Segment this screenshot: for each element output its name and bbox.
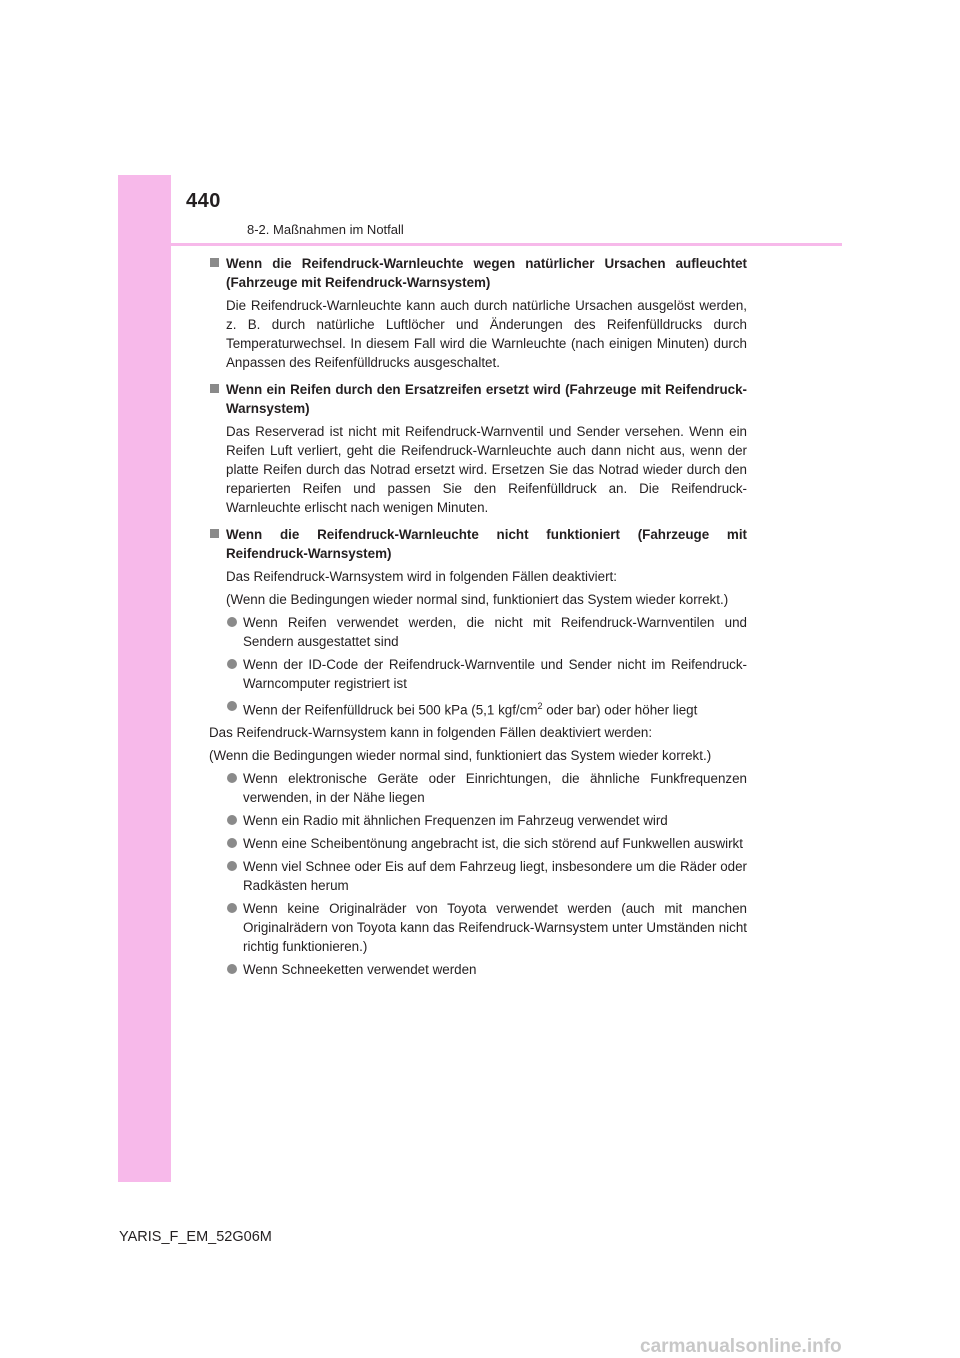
section-title: 8-2. Maßnahmen im Notfall bbox=[247, 222, 404, 237]
round-bullet-icon bbox=[227, 964, 237, 974]
square-bullet-icon bbox=[210, 529, 219, 538]
section-heading: Wenn die Reifendruck-Warnleuchte wegen natürlicher Ursachen aufleuchtet (Fahrzeuge mit Reifendruck-Warnsystem) bbox=[209, 254, 747, 292]
list-item: Wenn Schneeketten verwendet werden bbox=[209, 960, 747, 979]
list-item: Wenn elektronische Geräte oder Einrichtungen, die ähnliche Funkfrequenzen verwenden, in der Nähe liegen bbox=[209, 769, 747, 807]
round-bullet-icon bbox=[227, 815, 237, 825]
intro-note: (Wenn die Bedingungen wieder normal sind, funktioniert das System wieder korrekt.) bbox=[209, 748, 712, 764]
superscript: 2 bbox=[537, 701, 543, 711]
list-item: Wenn der ID-Code der Reifendruck-Warnventile und Sender nicht im Reifendruck-Warncomputer registriert ist bbox=[209, 655, 747, 693]
intro-note: (Wenn die Bedingungen wieder normal sind, funktioniert das System wieder korrekt.) bbox=[226, 592, 729, 607]
watermark: carmanualsonline.info bbox=[640, 1336, 842, 1357]
intro-text: Das Reifendruck-Warnsystem wird in folgenden Fällen deaktiviert: bbox=[226, 569, 617, 584]
section-paragraph: Die Reifendruck-Warnleuchte kann auch durch natürliche Ursachen ausgelöst werden, z. B. durch natürliche Luftlöcher und Änderungen des Reifenfülldrucks durch Temperaturwechsel. In diesem Fall wird die Warnleuchte (nach einigen Minuten) durch Anpassen des Reifenfülldrucks ausgeschaltet. bbox=[226, 298, 747, 370]
list-item bbox=[209, 697, 747, 719]
round-bullet-icon bbox=[227, 701, 237, 711]
main-content bbox=[209, 254, 747, 987]
section-paragraph: Das Reserverad ist nicht mit Reifendruck-Warnventil und Sender versehen. Wenn ein Reifen Luft verliert, geht die Reifendruck-Warnleuchte auch dann nicht aus, wenn der platte Reifen durch das Notrad ersetzt wird. Ersetzen Sie das Notrad wieder durch den reparierten Reifen und passen Sie den Reifenfülldruck an. Die Reifendruck-Warnleuchte erlischt nach wenigen Minuten. bbox=[226, 424, 747, 515]
list-item: Wenn keine Originalräder von Toyota verwendet werden (auch mit manchen Originalrädern von Toyota kann das Reifendruck-Warnsystem unter Umständen nicht richtig funktionieren.) bbox=[209, 899, 747, 956]
chapter-sidebar-tab bbox=[118, 175, 171, 1182]
round-bullet-icon bbox=[227, 773, 237, 783]
page-number: 440 bbox=[186, 190, 221, 212]
section-heading: Wenn die Reifendruck-Warnleuchte nicht funktioniert (Fahrzeuge mit Reifendruck-Warnsystem) bbox=[209, 525, 747, 563]
pressure-bullet-text: Wenn der Reifenfülldruck bei 500 kPa (5,1 kgf/$cm^2$ oder bar) oder höher liegt bbox=[243, 701, 698, 718]
round-bullet-icon bbox=[227, 838, 237, 848]
list-item: Wenn viel Schnee oder Eis auf dem Fahrzeug liegt, insbesondere um die Räder oder Radkästen herum bbox=[209, 857, 747, 895]
intro-text: Das Reifendruck-Warnsystem kann in folgenden Fällen deaktiviert werden: bbox=[209, 725, 653, 741]
round-bullet-icon bbox=[227, 861, 237, 871]
section-spare-tire bbox=[209, 380, 747, 517]
section-natural-causes bbox=[209, 254, 747, 372]
square-bullet-icon bbox=[210, 384, 219, 393]
header-rule bbox=[171, 243, 842, 246]
round-bullet-icon bbox=[227, 659, 237, 669]
list-item: Wenn eine Scheibentönung angebracht ist, die sich störend auf Funkwellen auswirkt bbox=[209, 834, 747, 853]
list-item: Wenn ein Radio mit ähnlichen Frequenzen im Fahrzeug verwendet wird bbox=[209, 811, 747, 830]
square-bullet-icon bbox=[210, 258, 219, 267]
section-heading: Wenn ein Reifen durch den Ersatzreifen ersetzt wird (Fahrzeuge mit Reifendruck-Warnsystem) bbox=[209, 380, 747, 418]
document-code: YARIS_F_EM_52G06M bbox=[119, 1229, 272, 1245]
round-bullet-icon bbox=[227, 617, 237, 627]
round-bullet-icon bbox=[227, 903, 237, 913]
list-item: Wenn Reifen verwendet werden, die nicht mit Reifendruck-Warnventilen und Sendern ausgestattet sind bbox=[209, 613, 747, 651]
section-not-working bbox=[209, 525, 747, 979]
